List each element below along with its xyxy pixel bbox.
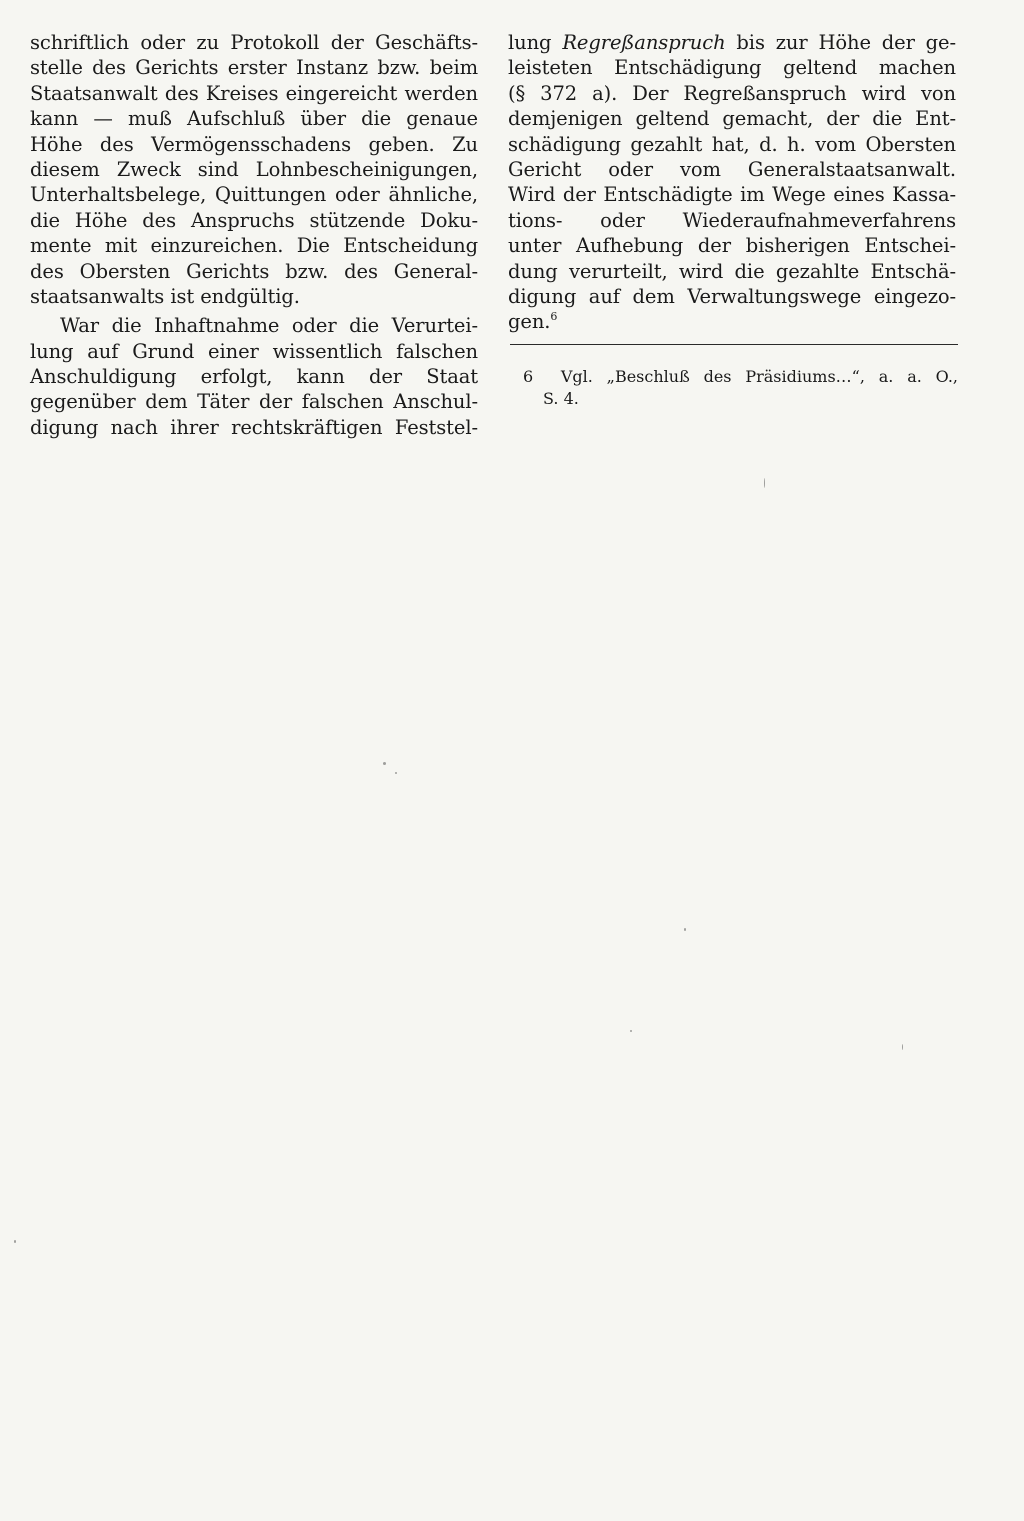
- text-line: mente mit einzureichen. Die Entscheidung: [30, 234, 478, 258]
- text-line: Wird der Entschädigte im Wege eines Kassa-: [508, 183, 956, 207]
- footnote-rule: [510, 344, 958, 345]
- text-line: lung auf Grund einer wissentlich falschen: [30, 339, 478, 363]
- right-column: [508, 30, 956, 335]
- scan-speck: [902, 1044, 903, 1050]
- text-run: lung: [508, 31, 563, 54]
- scan-speck: [684, 928, 686, 931]
- text-line: stelle des Gerichts erster Instanz bzw. beim: [30, 56, 478, 80]
- text-line: des Obersten Gerichts bzw. des General-: [30, 259, 478, 283]
- text-line: (§ 372 a). Der Regreßanspruch wird von: [508, 81, 956, 105]
- text-line: Unterhaltsbelege, Quittungen oder ähnliche,: [30, 183, 478, 207]
- text-line: leisteten Entschädigung geltend machen: [508, 56, 956, 80]
- text-run: bis zur Höhe der ge-: [725, 31, 956, 54]
- scan-speck: [630, 1030, 632, 1032]
- text-line: dung verurteilt, wird die gezahlte Entschä-: [508, 259, 956, 283]
- text-line: unter Aufhebung der bisherigen Entschei-: [508, 234, 956, 258]
- text-line: tions- oder Wiederaufnahmeverfahrens: [508, 208, 956, 232]
- footnote-text: Vgl. „Beschluß des Präsidiums…“, a. a. O.,: [560, 367, 959, 386]
- scan-speck: [14, 1240, 16, 1243]
- footnote-line: [523, 366, 958, 388]
- text-line: diesem Zweck sind Lohnbescheinigungen,: [30, 157, 478, 181]
- text-line-with-italic: [508, 30, 956, 55]
- text-line: Höhe des Vermögensschadens geben. Zu: [30, 132, 478, 156]
- text-line: kann — muß Aufschluß über die genaue: [30, 107, 478, 131]
- text-line: digung auf dem Verwaltungswege eingezo-: [508, 284, 956, 308]
- text-line: schädigung gezahlt hat, d. h. vom Obersten: [508, 132, 956, 156]
- scan-speck: [395, 772, 397, 774]
- text-line: schriftlich oder zu Protokoll der Geschäfts-: [30, 31, 478, 54]
- paragraph-2: [30, 313, 478, 440]
- footnote-number: 6: [523, 367, 534, 386]
- text-line: demjenigen geltend gemacht, der die Ent-: [508, 107, 956, 131]
- text-line: die Höhe des Anspruchs stützende Doku-: [30, 208, 478, 232]
- footnote-reference: 6: [550, 310, 558, 324]
- text-line: Gericht oder vom Generalstaatsanwalt.: [508, 157, 956, 181]
- text-line: [508, 309, 956, 334]
- text-line: gegenüber dem Täter der falschen Anschul-: [30, 390, 478, 414]
- text-line: War die Inhaftnahme oder die Verurtei-: [60, 314, 478, 338]
- scan-speck: [383, 762, 386, 765]
- italic-term: Regreßanspruch: [562, 31, 726, 54]
- text-line: Anschuldigung erfolgt, kann der Staat: [30, 365, 478, 389]
- text-line: staatsanwalts ist endgültig.: [30, 284, 300, 308]
- footnote-line: S. 4.: [543, 389, 579, 408]
- left-column: [30, 30, 478, 440]
- text-line: Staatsanwalt des Kreises eingereicht werden: [30, 81, 478, 105]
- text-line: digung nach ihrer rechtskräftigen Feststel-: [30, 415, 478, 439]
- paragraph-1: [30, 30, 478, 309]
- scan-speck: [764, 478, 765, 488]
- footnote: [523, 366, 958, 410]
- text-run: gen.: [508, 310, 551, 334]
